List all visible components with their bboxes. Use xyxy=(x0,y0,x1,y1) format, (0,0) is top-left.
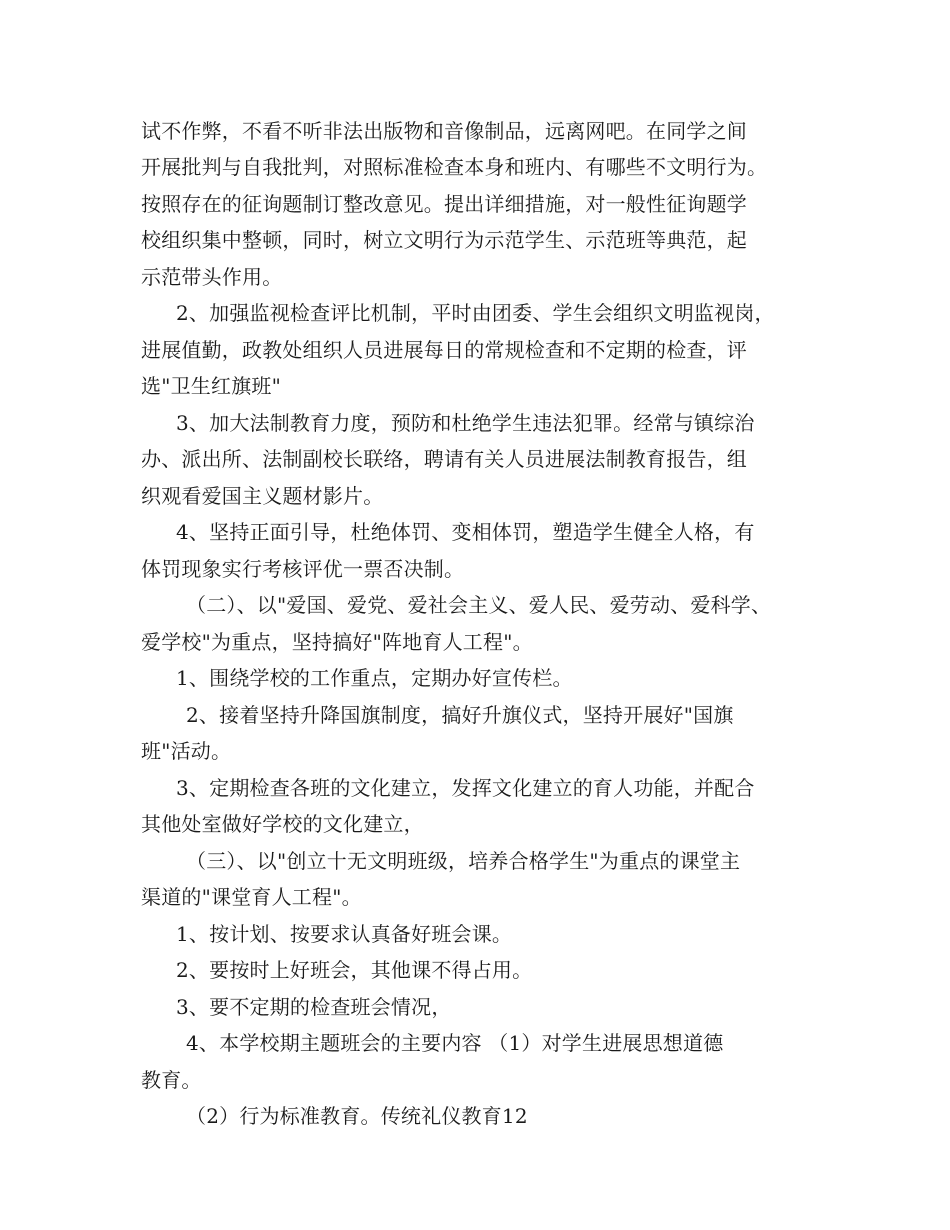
text-line: 校组织集中整顿，同时，树立文明行为示范学生、示范班等典范，起 xyxy=(141,228,747,252)
list-item-3: 3、要不定期的检查班会情况， xyxy=(176,995,452,1019)
text-line: 体罚现象实行考核评优一票否决制。 xyxy=(141,557,465,581)
list-item-3: 3、加大法制教育力度，预防和杜绝学生违法犯罪。经常与镇综治 xyxy=(176,411,755,435)
section-heading-3: （三）、以"创立十无文明班级，培养合格学生"为重点的课堂主 xyxy=(186,849,741,873)
text-line: 进展值勤，政教处组织人员进展每日的常规检查和不定期的检查，评 xyxy=(141,338,747,362)
section-heading-2: （二）、以"爱国、爱党、爱社会主义、爱人民、爱劳动、爱科学、 xyxy=(186,593,772,617)
list-item-3: 3、定期检查各班的文化建立，发挥文化建立的育人功能，并配合 xyxy=(176,776,755,800)
text-line: 教育。 xyxy=(141,1068,202,1092)
text-line: 开展批判与自我批判，对照标准检查本身和班内、有哪些不文明行为。 xyxy=(141,155,768,179)
list-item-2: 2、加强监视检查评比机制，平时由团委、学生会组织文明监视岗， xyxy=(176,301,775,325)
list-item-1: 1、围绕学校的工作重点，定期办好宣传栏。 xyxy=(176,666,573,690)
list-item-4: 4、坚持正面引导，杜绝体罚、变相体罚，塑造学生健全人格，有 xyxy=(176,520,755,544)
text-line: （2）行为标准教育。传统礼仪教育12 xyxy=(186,1104,528,1128)
list-item-4: 4、本学校期主题班会的主要内容 （1）对学生进展思想道德 xyxy=(186,1031,724,1055)
text-line: 按照存在的征询题制订整改意见。提出详细措施，对一般性征询题学 xyxy=(141,192,747,216)
text-line: 爱学校"为重点，坚持搞好"阵地育人工程"。 xyxy=(141,630,533,654)
list-item-1: 1、按计划、按要求认真备好班会课。 xyxy=(176,922,513,946)
text-line: 织观看爱国主义题材影片。 xyxy=(141,484,384,508)
list-item-2: 2、要按时上好班会，其他课不得占用。 xyxy=(176,958,533,982)
text-line: 其他处室做好学校的文化建立， xyxy=(141,812,424,836)
text-line: 渠道的"课堂育人工程"。 xyxy=(141,885,362,909)
text-line: 办、派出所、法制副校长联络，聘请有关人员进展法制教育报告，组 xyxy=(141,447,747,471)
text-line: 示范带头作用。 xyxy=(141,265,283,289)
list-item-2: 2、接着坚持升降国旗制度，搞好升旗仪式，坚持开展好"国旗 xyxy=(186,703,734,727)
text-line: 试不作弊，不看不听非法出版物和音像制品，远离网吧。在同学之间 xyxy=(141,119,747,143)
text-line: 选"卫生红旗班" xyxy=(141,374,281,398)
text-line: 班"活动。 xyxy=(141,739,232,763)
